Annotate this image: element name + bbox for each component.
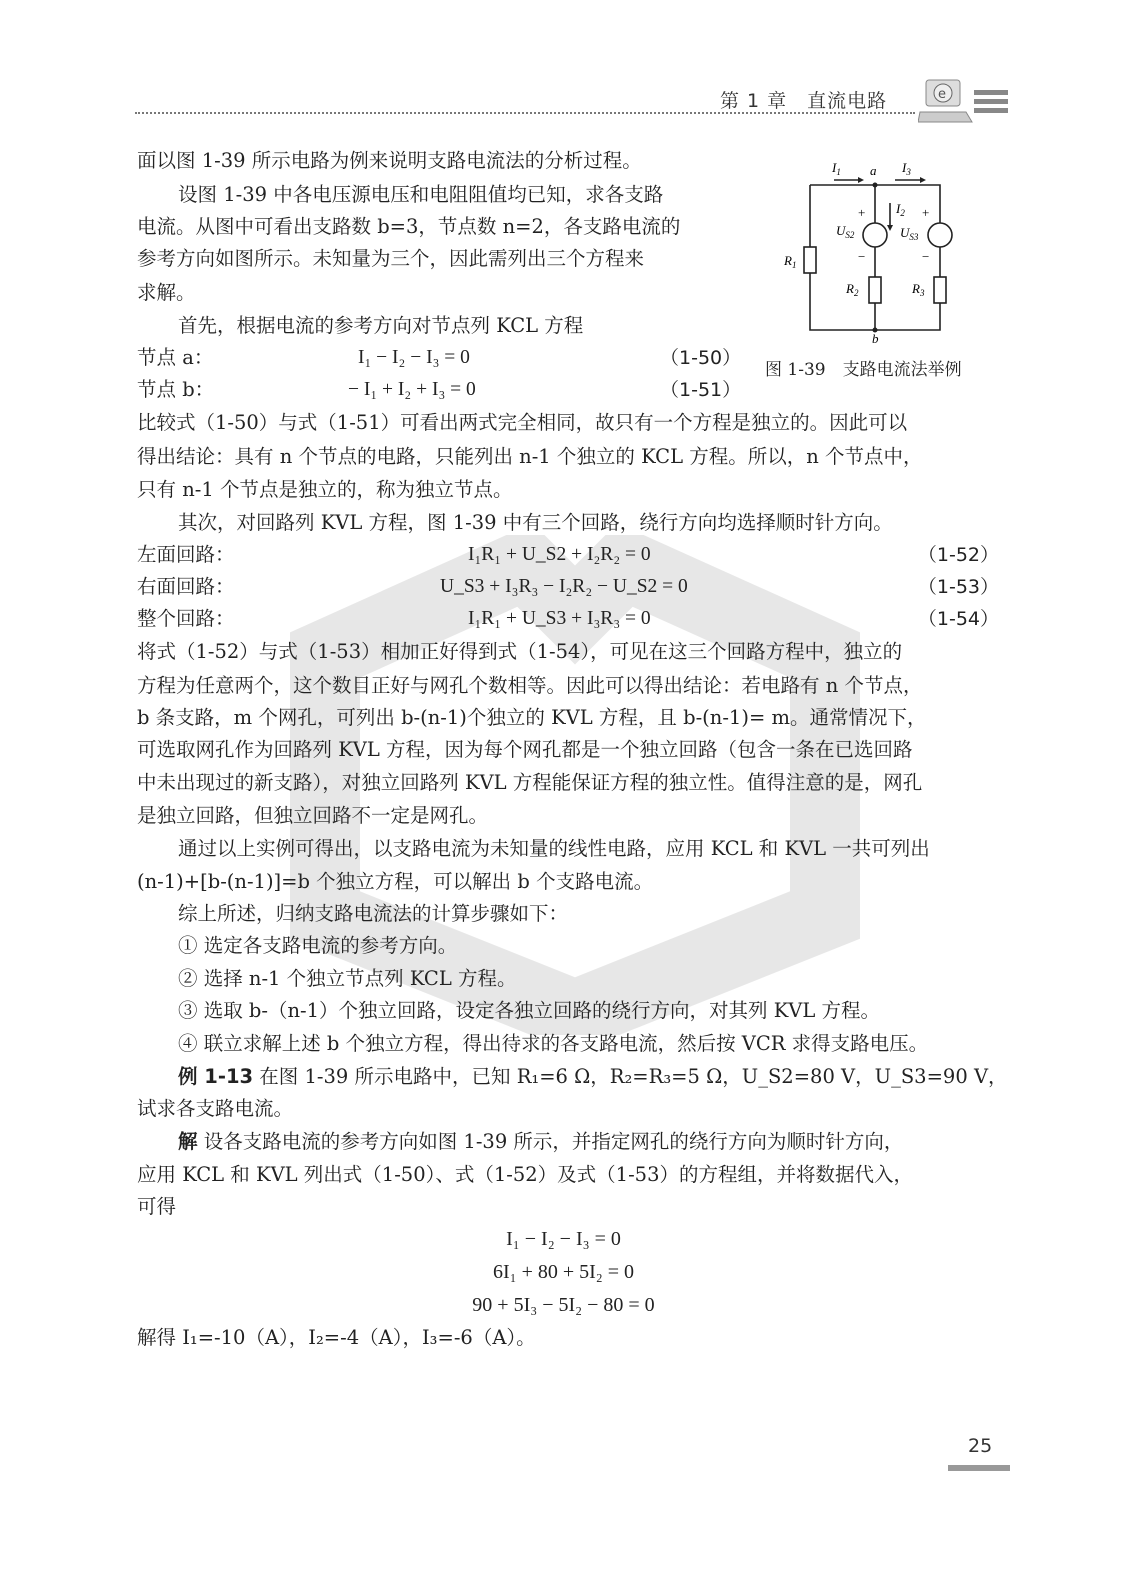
svg-text:R1: $R_1$ — [784, 253, 797, 270]
equation-1-50: I₁ − I₂ − I₃ = 0 — [358, 347, 470, 368]
equation-label: 右面回路： — [137, 575, 235, 598]
paragraph-line: 电流。从图中可看出支路数 b=3，节点数 n=2，各支路电流的 — [137, 215, 681, 238]
svg-text:I2: $I_2$ — [896, 201, 905, 218]
step-item: ④ 联立求解上述 b 个独立方程，得出待求的各支路电流，然后按 VCR 求得支路电压。 — [178, 1032, 929, 1055]
svg-text:−: − — [922, 249, 930, 264]
example-label: 例 1-13 — [178, 1065, 254, 1088]
equation-1-52: I₁R₁ + U_S2 + I₂R₂ = 0 — [468, 544, 651, 565]
system-equation-3: 90 + 5I₃ − 5I₂ − 80 = 0 — [472, 1294, 655, 1316]
figure-caption: 图 1-39 支路电流法举例 — [765, 360, 962, 380]
paragraph-line: 求解。 — [137, 281, 196, 304]
system-equation-2: 6I₁ + 80 + 5I₂ = 0 — [492, 1261, 635, 1283]
paragraph-line: 综上所述，归纳支路电流法的计算步骤如下： — [178, 902, 569, 925]
paragraph-line: 试求各支路电流。 — [137, 1097, 294, 1120]
paragraph-line: 应用 KCL 和 KVL 列出式（1-50）、式（1-52）及式（1-53）的方程组，并将数据代入， — [137, 1163, 913, 1186]
step-item: ② 选择 n-1 个独立节点列 KCL 方程。 — [178, 967, 517, 990]
equation-number: （1-54） — [917, 608, 999, 630]
svg-text:a: a — [870, 163, 877, 178]
solution-label: 解 — [178, 1130, 198, 1153]
equation-number: （1-52） — [917, 544, 999, 566]
svg-text:b: b — [872, 331, 879, 345]
svg-text:US3: $U_{S3}$ — [900, 225, 919, 242]
paragraph-line: 设图 1-39 中各电压源电压和电阻阻值均已知，求各支路 — [178, 183, 664, 206]
paragraph-line: 比较式（1-50）与式（1-51）可看出两式完全相同，故只有一个方程是独立的。因此可以 — [137, 411, 908, 434]
equation-label: 节点 b： — [137, 378, 215, 401]
result-line: 解得 I₁=-10（A），I₂=-4（A），I₃=-6（A）。 — [137, 1326, 536, 1349]
laptop-logo-icon — [918, 72, 1010, 128]
svg-text:R2: $R_2$ — [846, 281, 859, 298]
paragraph-line: 将式（1-52）与式（1-53）相加正好得到式（1-54），可见在这三个回路方程中，独立的 — [137, 640, 903, 663]
equation-1-53: U_S3 + I₃R₃ − I₂R₂ − U_S2 = 0 — [440, 576, 688, 597]
paragraph-line: 其次，对回路列 KVL 方程，图 1-39 中有三个回路，绕行方向均选择顺时针方向。 — [178, 511, 893, 534]
paragraph-line: 方程为任意两个，这个数目正好与网孔个数相等。因此可以得出结论：若电路有 n 个节点， — [137, 674, 923, 697]
page-number: 25 — [968, 1435, 993, 1457]
equation-1-54: I₁R₁ + U_S3 + I₃R₃ = 0 — [468, 608, 651, 629]
example-text: 在图 1-39 所示电路中，已知 R₁=6 Ω，R₂=R₃=5 Ω，U_S2=80 V，U_S3=90 V， — [259, 1065, 1008, 1088]
chapter-header: 第 1 章 直流电路 — [720, 90, 888, 112]
paragraph-line: 可得 — [137, 1195, 177, 1218]
paragraph-line: 参考方向如图所示。未知量为三个，因此需列出三个方程来 — [137, 247, 645, 270]
svg-text:−: − — [858, 249, 866, 264]
equation-number: （1-51） — [660, 379, 742, 401]
paragraph-line: 可选取网孔作为回路列 KVL 方程，因为每个网孔都是一个独立回路（包含一条在已选回路 — [137, 738, 913, 761]
paragraph-line: 中未出现过的新支路），对独立回路列 KVL 方程能保证方程的独立性。值得注意的是，网孔 — [137, 771, 923, 794]
equation-number: （1-50） — [660, 347, 742, 369]
header-rule — [135, 112, 915, 114]
circuit-figure-1-39 — [780, 155, 980, 345]
paragraph-line: 只有 n-1 个节点是独立的，称为独立节点。 — [137, 478, 513, 501]
example-line — [178, 1065, 1008, 1089]
solution-text: 设各支路电流的参考方向如图 1-39 所示，并指定网孔的绕行方向为顺时针方向， — [203, 1130, 904, 1153]
paragraph-line: 面以图 1-39 所示电路为例来说明支路电流法的分析过程。 — [137, 149, 642, 172]
paragraph-line: 得出结论：具有 n 个节点的电路，只能列出 n-1 个独立的 KCL 方程。所以，n 个节点中， — [137, 445, 923, 468]
paragraph-line: b 条支路，m 个网孔，可列出 b-(n-1)个独立的 KVL 方程，且 b-(n-1)= m。通常情况下， — [137, 706, 927, 729]
svg-text:e: e — [938, 87, 946, 102]
equation-number: （1-53） — [917, 576, 999, 598]
solution-line — [178, 1130, 903, 1154]
svg-text:US2: $U_{S2}$ — [836, 223, 855, 240]
paragraph-line: (n-1)+[b-(n-1)]=b 个独立方程，可以解出 b 个支路电流。 — [137, 870, 654, 893]
equation-label: 左面回路： — [137, 543, 235, 566]
svg-text:I1: $I_1$ — [832, 160, 841, 177]
svg-text:+: + — [858, 205, 866, 220]
svg-text:+: + — [922, 205, 930, 220]
equation-1-51: − I₁ + I₂ + I₃ = 0 — [348, 379, 476, 400]
equation-label: 整个回路： — [137, 607, 235, 630]
paragraph-line: 通过以上实例可得出，以支路电流为未知量的线性电路，应用 KCL 和 KVL 一共可列出 — [178, 837, 930, 860]
svg-text:I3: $I_3$ — [902, 160, 911, 177]
equation-label: 节点 a： — [137, 346, 214, 369]
paragraph-line: 首先，根据电流的参考方向对节点列 KCL 方程 — [178, 314, 584, 337]
paragraph-line: 是独立回路，但独立回路不一定是网孔。 — [137, 804, 489, 827]
step-item: ① 选定各支路电流的参考方向。 — [178, 934, 458, 957]
svg-text:R3: $R_3$ — [912, 281, 925, 298]
system-equation-1: I₁ − I₂ − I₃ = 0 — [506, 1228, 621, 1250]
step-item: ③ 选取 b-（n-1）个独立回路，设定各独立回路的绕行方向，对其列 KVL 方程。 — [178, 999, 881, 1022]
page-number-bar — [948, 1465, 1010, 1471]
